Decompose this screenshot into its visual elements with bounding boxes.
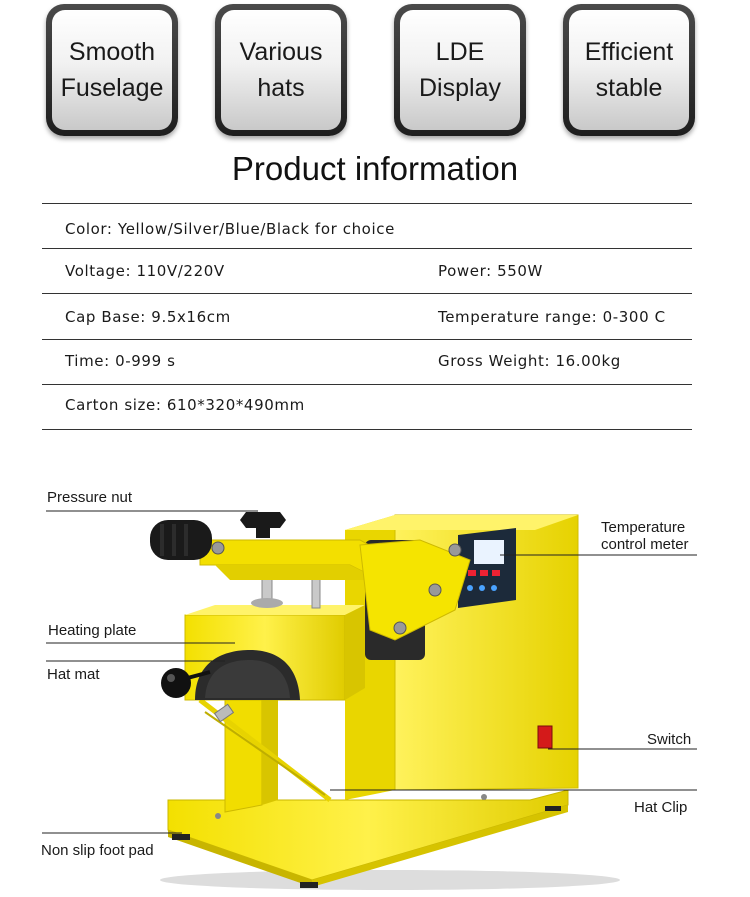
spec-gross-weight: Gross Weight: 16.00kg [438,352,621,370]
panel-led [468,570,476,576]
panel-button [479,585,485,591]
spec-carton-size: Carton size: 610*320*490mm [65,396,305,414]
label-heating-plate: Heating plate [48,622,137,639]
hat-mat-knob [161,668,191,698]
table-rule [42,429,692,430]
screw [215,813,221,819]
spec-temperature-range: Temperature range: 0-300 C [438,308,666,326]
badge-line2: stable [595,74,663,102]
feature-badge-lde-display [394,4,526,136]
panel-button [467,585,473,591]
table-rule [42,293,692,294]
spec-power: Power: 550W [438,262,543,280]
badge-line1: LDE [435,38,485,66]
pressure-nut [240,512,286,528]
feature-badge-efficient-stable [563,4,695,136]
spec-color: Color: Yellow/Silver/Blue/Black for choice [65,220,395,238]
badge-line2: Fuselage [60,74,164,102]
grip-ridge [184,524,188,556]
page-title: Product information [231,150,519,187]
spec-cap-base: Cap Base: 9.5x16cm [65,308,231,326]
label-temperature-control-meter [601,519,689,553]
spec-time: Time: 0-999 s [65,352,176,370]
pivot-bolt [394,622,406,634]
badge-line1: Efficient [584,38,674,66]
label-non-slip-foot-pad: Non slip foot pad [41,842,154,859]
panel-led [480,570,488,576]
badge-line2: hats [257,74,305,102]
table-rule [42,384,692,385]
grip-ridge [172,524,176,556]
label-hat-mat: Hat mat [47,666,100,683]
table-rule [42,339,692,340]
label-pressure-nut: Pressure nut [47,489,133,506]
pressure-collar [251,598,283,608]
badge-line1: Various [239,38,323,66]
pivot-bolt [429,584,441,596]
handle-grip [150,520,212,560]
label-hat-clip: Hat Clip [634,799,688,816]
badge-line1: Smooth [68,38,156,66]
panel-button [491,585,497,591]
foot-pad [545,806,561,811]
feature-badge-smooth-fuselage [46,4,178,136]
pivot-bolt [212,542,224,554]
pressure-nut-base [256,528,270,538]
heat-press-illustration [0,440,750,897]
lcd-screen [474,540,504,564]
foot-pad [172,834,190,840]
label-temperature-line2: control meter [601,536,689,553]
label-switch: Switch [647,731,692,748]
heating-plate-side [345,605,365,700]
grip-ridge [160,524,164,556]
panel-led [492,570,500,576]
power-switch [538,726,552,748]
knob-highlight [167,674,175,682]
label-temperature-line1: Temperature [601,519,686,536]
table-rule [42,248,692,249]
screw [481,794,487,800]
table-rule [42,203,692,204]
floor-shadow [160,870,620,890]
feature-badge-various-hats [215,4,347,136]
badge-line2: Display [419,74,501,102]
spec-voltage: Voltage: 110V/220V [65,262,225,280]
foot-pad [300,882,318,888]
pivot-bolt [449,544,461,556]
